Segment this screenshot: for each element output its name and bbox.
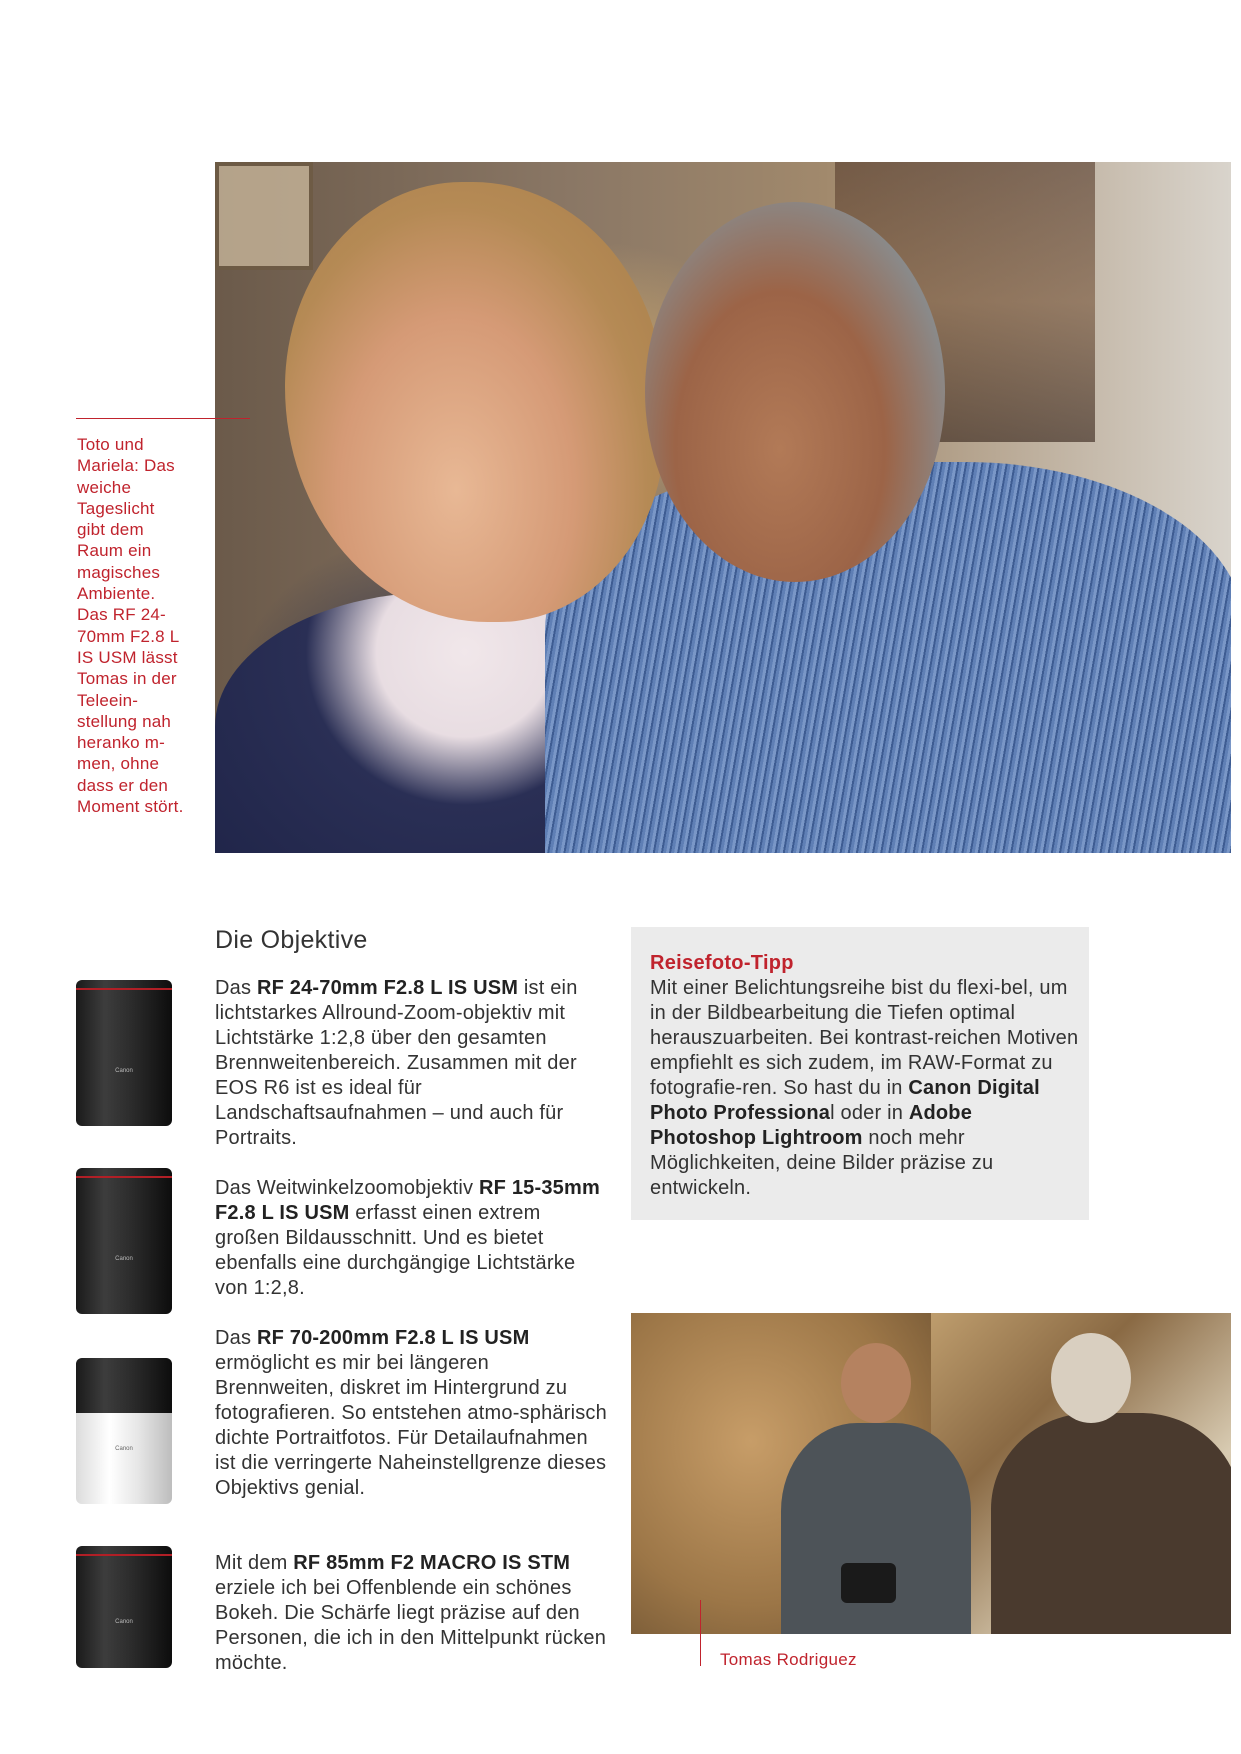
tip-text-part: l oder in (830, 1102, 909, 1124)
camera-icon (841, 1563, 896, 1603)
lens-name: RF 24-70mm F2.8 L IS USM (256, 977, 519, 999)
second-person-head (1051, 1333, 1131, 1423)
lens-brand-label: Canon (115, 1067, 133, 1074)
lens-image-rf-85 (76, 1546, 172, 1668)
photo-credit: Tomas Rodriguez (720, 1650, 857, 1669)
tip-text-part: Mit einer Belichtungsreihe bist du flexi-bel, um in der Bildbearbeitung die Tiefen optimal herauszuarbeiten. Bei kontrast-reichen Motiven empfiehlt es sich zudem, im RAW-Format zu fotografie-ren. So hast du in (650, 977, 1079, 1099)
lens-hood (76, 1358, 172, 1413)
lens-brand-label: Canon (115, 1619, 133, 1626)
tip-text (650, 976, 1080, 1201)
tip-title: Reisefoto-Tipp (650, 952, 794, 974)
lens-image-rf-24-70 (76, 980, 172, 1126)
lens-text-post: erziele ich bei Offenblende ein schönes Bokeh. Die Schärfe liegt präzise auf den Personen, die ich in den Mittelpunkt rücken möchte. (215, 1577, 607, 1674)
lens-image-rf-70-200 (76, 1358, 172, 1504)
lens-paragraph-rf-85 (215, 1551, 610, 1676)
lens-brand-label: Canon (115, 1445, 133, 1452)
photographer-photo (631, 1313, 1231, 1634)
lens-text-post: ermöglicht es mir bei längeren Brennweiten, diskret im Hintergrund zu fotografieren. So entstehen atmo-sphärisch dichte Portraitfotos. Für Detailaufnahmen ist die verringerte Naheinstellgrenze dieses Objektivs genial. (215, 1352, 607, 1499)
lens-paragraph-rf-70-200 (215, 1326, 610, 1501)
tip-software-name: Canon Digital Photo Professiona (650, 1077, 1040, 1124)
woman-figure-head (285, 182, 665, 622)
lens-name: RF 85mm F2 MACRO IS STM (293, 1552, 571, 1574)
lens-image-rf-15-35 (76, 1168, 172, 1314)
caption-rule (76, 418, 250, 419)
second-person-body (991, 1413, 1231, 1634)
lens-paragraph-rf-15-35 (215, 1176, 610, 1301)
lens-text-pre: Das (215, 1327, 257, 1349)
lens-name: RF 70-200mm F2.8 L IS USM (256, 1327, 530, 1349)
photographer-head (841, 1343, 911, 1423)
lens-brand-label: Canon (115, 1255, 133, 1262)
lens-paragraph-rf-24-70 (215, 976, 610, 1151)
hero-photo (215, 162, 1231, 853)
tip-software-name: Adobe Photoshop Lightroom (650, 1102, 973, 1149)
hero-caption: Toto und Mariela: Das weiche Tageslicht gibt dem Raum ein magisches Ambiente. Das RF 24-70mm F2.8 L IS USM lässt Tomas in der Teleein-stellung nah heranko m-men, ohne dass er den Moment stört. (77, 435, 184, 817)
lens-text-post: ist ein lichtstarkes Allround-Zoom-objektiv mit Lichtstärke 1:2,8 über den gesamten Brennweitenbereich. Zusammen mit der EOS R6 ist es ideal für Landschaftsaufnahmen – und auch für Portraits. (215, 977, 578, 1149)
credit-rule (700, 1600, 701, 1666)
wall-picture-frame (215, 162, 313, 270)
tip-text-part: noch mehr Möglichkeiten, deine Bilder präzise zu entwickeln. (650, 1127, 994, 1199)
lens-text-pre: Das Weitwinkelzoomobjektiv (215, 1177, 480, 1199)
lens-text-pre: Mit dem (215, 1552, 294, 1574)
lens-text-post: erfasst einen extrem großen Bildausschnitt. Und es bietet ebenfalls eine durchgängige Lichtstärke von 1:2,8. (215, 1202, 576, 1299)
man-figure-head (645, 202, 945, 582)
lens-name: RF 15-35mm F2.8 L IS USM (215, 1177, 600, 1224)
section-title: Die Objektive (215, 926, 368, 954)
lens-text-pre: Das (215, 977, 257, 999)
